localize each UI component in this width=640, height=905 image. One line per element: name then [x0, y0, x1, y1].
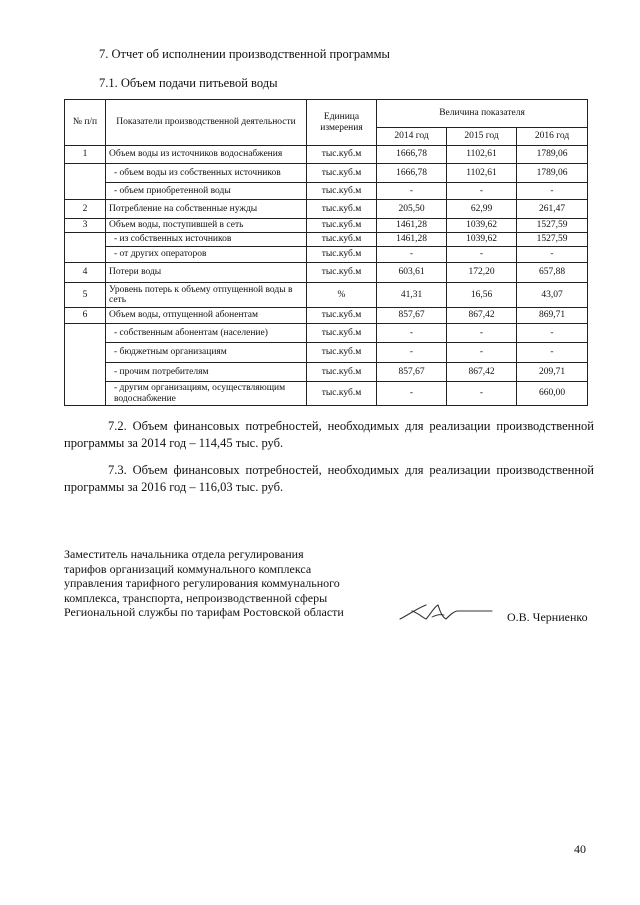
cell-2014: 205,50	[377, 200, 447, 219]
cell-2016: -	[517, 324, 588, 343]
cell-2014: 1666,78	[377, 146, 447, 164]
table-row	[65, 233, 588, 247]
cell-2016: 869,71	[517, 308, 588, 324]
cell-2016: -	[517, 247, 588, 263]
cell-unit: %	[307, 283, 377, 308]
cell-name: Потери воды	[106, 263, 307, 283]
cell-unit: тыс.куб.м	[307, 146, 377, 164]
cell-2015: 16,56	[447, 283, 517, 308]
table-row	[65, 308, 588, 324]
signatory-line: комплекса, транспорта, непроизводственной сферы	[64, 590, 328, 605]
table-row	[65, 200, 588, 219]
table-row	[65, 146, 588, 164]
table-row	[65, 263, 588, 283]
cell-name: - из собственных источников	[106, 233, 307, 247]
cell-2016: 660,00	[517, 382, 588, 406]
financial-needs-2016-paragraph: 7.3. Объем финансовых потребностей, необходимых для реализации производственной программы за 2016 год – 116,03 тыс. руб.	[64, 463, 594, 494]
cell-unit: тыс.куб.м	[307, 363, 377, 382]
cell-num: 2	[65, 200, 106, 219]
header-value: Величина показателя	[377, 100, 588, 128]
cell-unit: тыс.куб.м	[307, 343, 377, 363]
cell-num	[65, 324, 106, 406]
header-name: Показатели производственной деятельности	[106, 100, 307, 146]
cell-2015: 867,42	[447, 308, 517, 324]
cell-num: 5	[65, 283, 106, 308]
signatory-line: тарифов организаций коммунального комплекса	[64, 561, 312, 576]
cell-name: - собственным абонентам (население)	[106, 324, 307, 343]
cell-2014: 857,67	[377, 308, 447, 324]
cell-2014: -	[377, 343, 447, 363]
handwritten-signature	[396, 597, 496, 625]
cell-num: 3	[65, 219, 106, 233]
cell-unit: тыс.куб.м	[307, 324, 377, 343]
header-2014: 2014 год	[377, 128, 447, 146]
cell-2014: -	[377, 382, 447, 406]
cell-name: - объем воды из собственных источников	[106, 164, 307, 183]
cell-unit: тыс.куб.м	[307, 164, 377, 183]
cell-2014: 1461,28	[377, 219, 447, 233]
cell-2014: -	[377, 183, 447, 200]
cell-2015: -	[447, 183, 517, 200]
cell-2015: 62,99	[447, 200, 517, 219]
cell-2014: 1666,78	[377, 164, 447, 183]
cell-name: - объем приобретенной воды	[106, 183, 307, 200]
cell-2015: 1039,62	[447, 219, 517, 233]
cell-2015: 172,20	[447, 263, 517, 283]
cell-2014: 857,67	[377, 363, 447, 382]
cell-2014: -	[377, 324, 447, 343]
cell-2014: 41,31	[377, 283, 447, 308]
cell-unit: тыс.куб.м	[307, 183, 377, 200]
water-supply-table	[64, 99, 588, 406]
cell-unit: тыс.куб.м	[307, 247, 377, 263]
cell-2016: -	[517, 343, 588, 363]
cell-name: Потребление на собственные нужды	[106, 200, 307, 219]
cell-2016: 1527,59	[517, 219, 588, 233]
table-row	[65, 343, 588, 363]
cell-name: Объем воды, поступившей в сеть	[106, 219, 307, 233]
signatory-name: О.В. Черниенко	[507, 610, 588, 624]
cell-num: 6	[65, 308, 106, 324]
header-unit: Единица измерения	[307, 100, 377, 146]
signatory-line: управления тарифного регулирования коммунального	[64, 576, 340, 590]
cell-2016: 1527,59	[517, 233, 588, 247]
cell-2015: -	[447, 343, 517, 363]
cell-num	[65, 164, 106, 200]
cell-2015: 1102,61	[447, 164, 517, 183]
cell-name: - от других операторов	[106, 247, 307, 263]
table-row	[65, 247, 588, 263]
financial-needs-2014-paragraph: 7.2. Объем финансовых потребностей, необходимых для реализации производственной программы за 2014 год – 114,45 тыс. руб.	[64, 419, 594, 450]
cell-2014: -	[377, 247, 447, 263]
cell-2016: 43,07	[517, 283, 588, 308]
cell-name: Объем воды, отпущенной абонентам	[106, 308, 307, 324]
header-2015: 2015 год	[447, 128, 517, 146]
section-heading: 7. Отчет об исполнении производственной программы	[99, 47, 390, 61]
page-number: 40	[574, 842, 586, 856]
cell-2015: 867,42	[447, 363, 517, 382]
cell-2015: 1102,61	[447, 146, 517, 164]
cell-2015: 1039,62	[447, 233, 517, 247]
table-row	[65, 382, 588, 406]
cell-num: 1	[65, 146, 106, 164]
table-row	[65, 324, 588, 343]
cell-name: - бюджетным организациям	[106, 343, 307, 363]
cell-num	[65, 233, 106, 263]
header-num: № п/п	[65, 100, 106, 146]
cell-name: - другим организациям, осуществляющим водоснабжение	[106, 382, 307, 406]
header-2016: 2016 год	[517, 128, 588, 146]
signatory-line: Региональной службы по тарифам Ростовской области	[64, 605, 344, 619]
cell-2014: 1461,28	[377, 233, 447, 247]
cell-2015: -	[447, 382, 517, 406]
cell-unit: тыс.куб.м	[307, 308, 377, 324]
table-row	[65, 283, 588, 308]
cell-num: 4	[65, 263, 106, 283]
signatory-position	[64, 547, 344, 620]
cell-unit: тыс.куб.м	[307, 382, 377, 406]
subsection-heading: 7.1. Объем подачи питьевой воды	[99, 76, 278, 90]
cell-name: Уровень потерь к объему отпущенной воды в сеть	[106, 283, 307, 308]
cell-2016: 657,88	[517, 263, 588, 283]
cell-2016: 261,47	[517, 200, 588, 219]
table-row	[65, 164, 588, 183]
cell-unit: тыс.куб.м	[307, 200, 377, 219]
cell-name: Объем воды из источников водоснабжения	[106, 146, 307, 164]
cell-unit: тыс.куб.м	[307, 233, 377, 247]
cell-2015: -	[447, 247, 517, 263]
table-row	[65, 183, 588, 200]
table-row	[65, 363, 588, 382]
cell-2016: 1789,06	[517, 146, 588, 164]
cell-2016: 209,71	[517, 363, 588, 382]
cell-2015: -	[447, 324, 517, 343]
cell-unit: тыс.куб.м	[307, 263, 377, 283]
signatory-line: Заместитель начальника отдела регулирования	[64, 547, 304, 561]
cell-unit: тыс.куб.м	[307, 219, 377, 233]
cell-2016: -	[517, 183, 588, 200]
cell-2016: 1789,06	[517, 164, 588, 183]
cell-name: - прочим потребителям	[106, 363, 307, 382]
table-row	[65, 219, 588, 233]
cell-2014: 603,61	[377, 263, 447, 283]
